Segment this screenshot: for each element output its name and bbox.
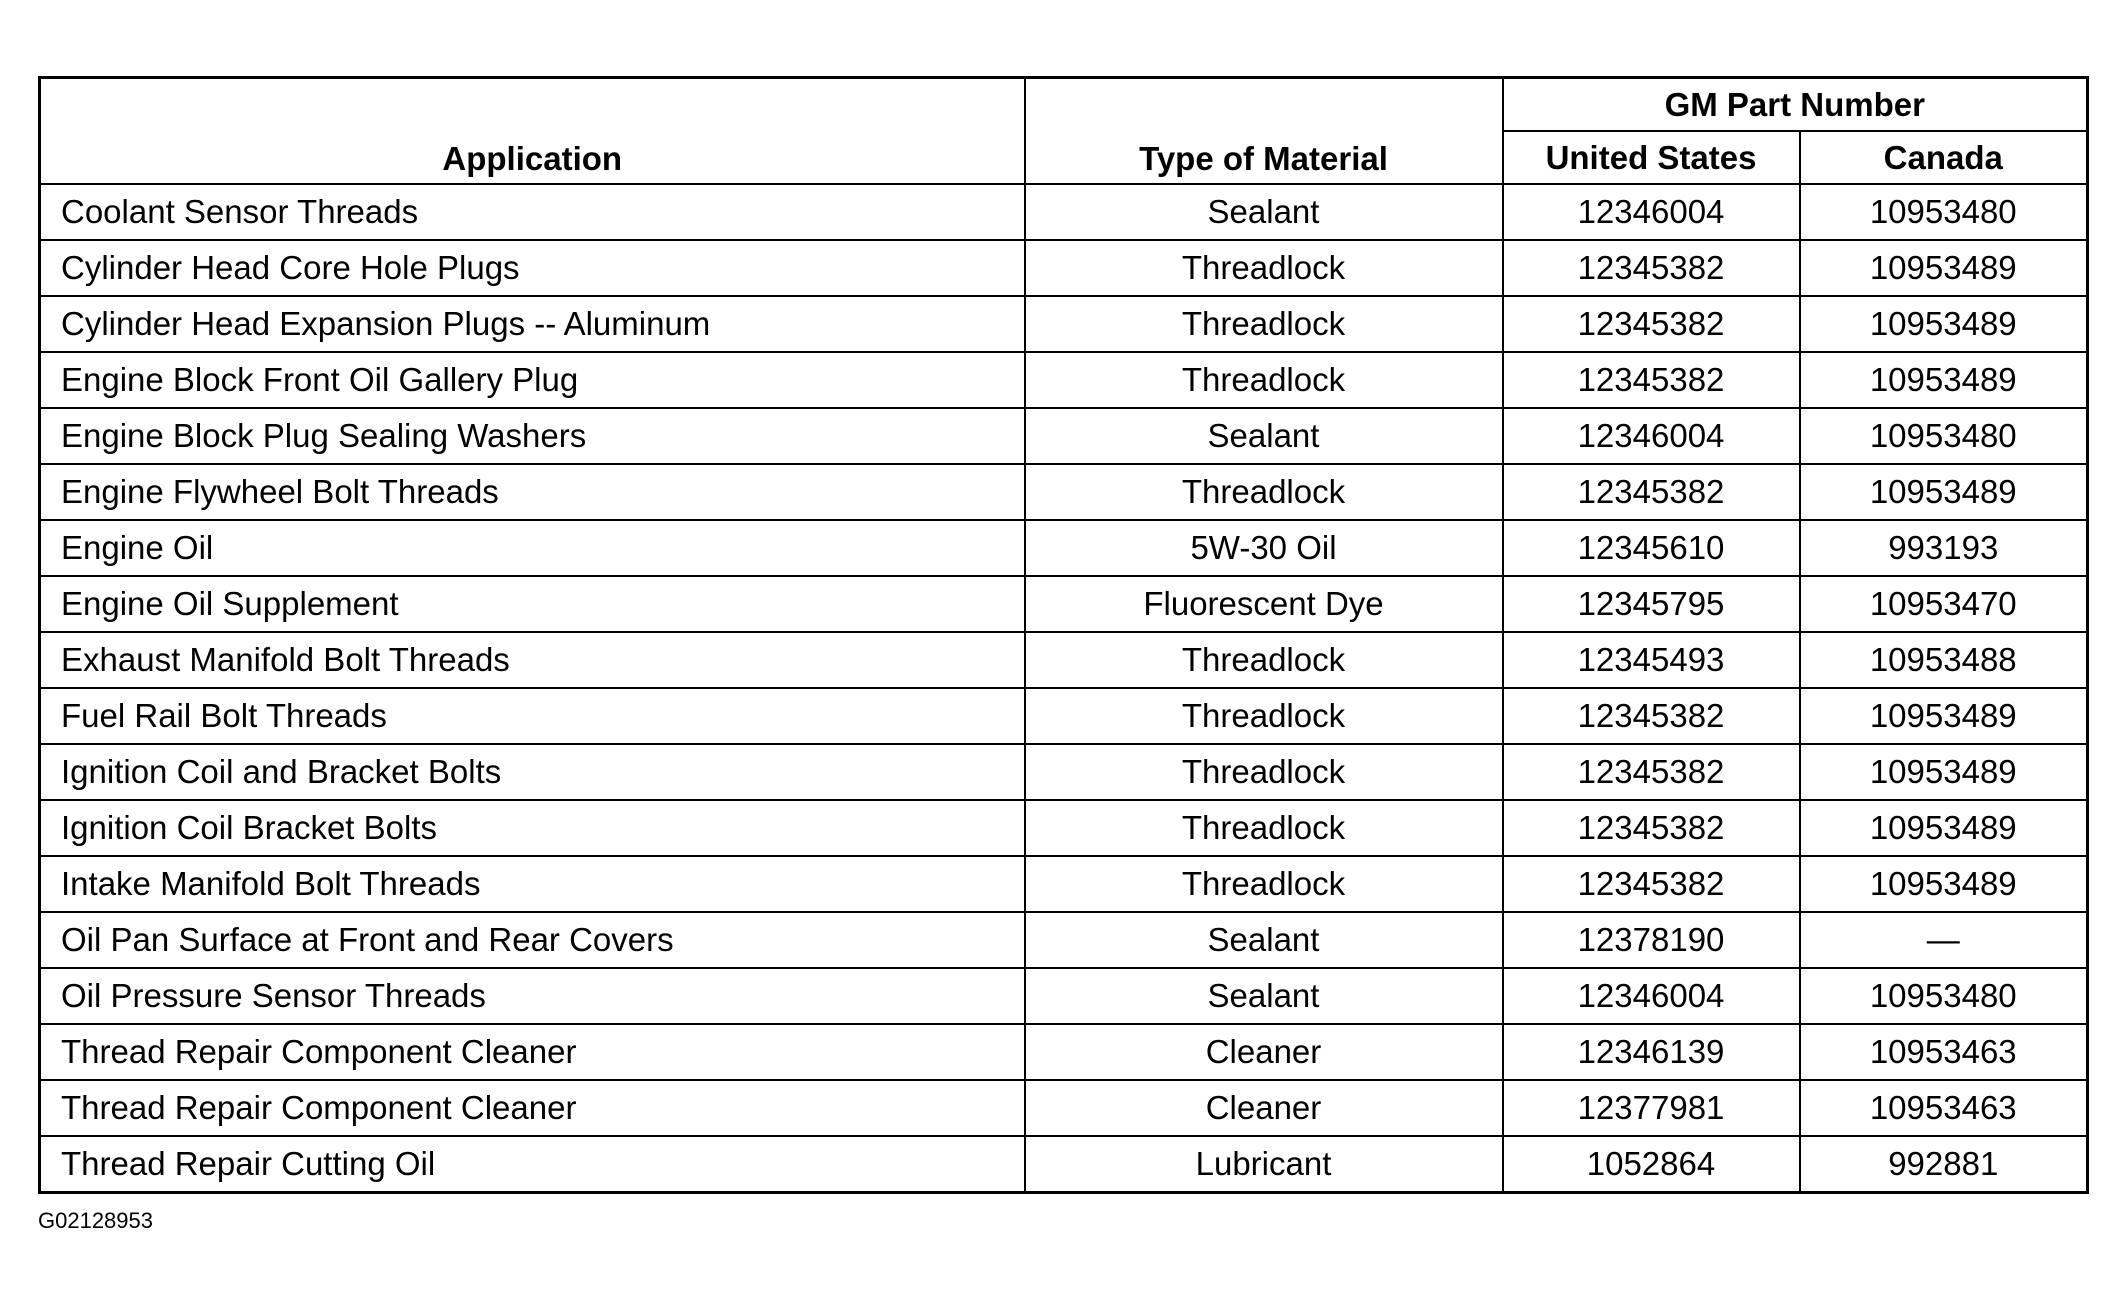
cell-us-part-number: 1052864 [1503, 1136, 1800, 1193]
table-row [40, 576, 2088, 632]
cell-application: Thread Repair Component Cleaner [40, 1024, 1025, 1080]
cell-us-part-number: 12378190 [1503, 912, 1800, 968]
parts-table-container [38, 76, 2086, 1194]
cell-application: Oil Pan Surface at Front and Rear Covers [40, 912, 1025, 968]
cell-canada-part-number: 10953480 [1800, 408, 2088, 464]
table-row [40, 296, 2088, 352]
cell-canada-part-number: 10953463 [1800, 1024, 2088, 1080]
cell-us-part-number: 12345382 [1503, 464, 1800, 520]
cell-material: Threadlock [1025, 688, 1503, 744]
table-row [40, 632, 2088, 688]
table-row [40, 464, 2088, 520]
cell-us-part-number: 12346004 [1503, 408, 1800, 464]
cell-application: Thread Repair Cutting Oil [40, 1136, 1025, 1193]
cell-material: Threadlock [1025, 296, 1503, 352]
cell-material: Threadlock [1025, 800, 1503, 856]
header-gm-part-number: GM Part Number [1503, 78, 2088, 131]
header-canada: Canada [1800, 131, 2088, 184]
header-application: Application [40, 78, 1025, 184]
cell-canada-part-number: 993193 [1800, 520, 2088, 576]
table-row [40, 520, 2088, 576]
cell-material: Threadlock [1025, 464, 1503, 520]
cell-material: Cleaner [1025, 1080, 1503, 1136]
table-row [40, 1080, 2088, 1136]
cell-material: Sealant [1025, 912, 1503, 968]
cell-application: Engine Flywheel Bolt Threads [40, 464, 1025, 520]
table-row [40, 352, 2088, 408]
cell-material: Threadlock [1025, 744, 1503, 800]
cell-us-part-number: 12345382 [1503, 296, 1800, 352]
cell-us-part-number: 12345382 [1503, 688, 1800, 744]
cell-canada-part-number: 10953480 [1800, 968, 2088, 1024]
cell-application: Exhaust Manifold Bolt Threads [40, 632, 1025, 688]
cell-application: Thread Repair Component Cleaner [40, 1080, 1025, 1136]
cell-application: Engine Block Plug Sealing Washers [40, 408, 1025, 464]
cell-application: Oil Pressure Sensor Threads [40, 968, 1025, 1024]
table-row [40, 1024, 2088, 1080]
cell-canada-part-number: 10953489 [1800, 800, 2088, 856]
sealant-parts-table [38, 76, 2089, 1194]
cell-canada-part-number: 10953470 [1800, 576, 2088, 632]
header-type-of-material: Type of Material [1025, 78, 1503, 184]
header-row-group [40, 78, 2088, 131]
cell-us-part-number: 12345610 [1503, 520, 1800, 576]
cell-us-part-number: 12345382 [1503, 744, 1800, 800]
cell-application: Engine Block Front Oil Gallery Plug [40, 352, 1025, 408]
cell-us-part-number: 12345382 [1503, 800, 1800, 856]
cell-canada-part-number: 10953489 [1800, 352, 2088, 408]
cell-material: 5W-30 Oil [1025, 520, 1503, 576]
cell-us-part-number: 12345382 [1503, 240, 1800, 296]
cell-us-part-number: 12346139 [1503, 1024, 1800, 1080]
cell-material: Threadlock [1025, 632, 1503, 688]
cell-us-part-number: 12345795 [1503, 576, 1800, 632]
table-row [40, 240, 2088, 296]
cell-us-part-number: 12345382 [1503, 352, 1800, 408]
cell-application: Cylinder Head Expansion Plugs -- Aluminum [40, 296, 1025, 352]
cell-canada-part-number: 10953463 [1800, 1080, 2088, 1136]
cell-application: Ignition Coil Bracket Bolts [40, 800, 1025, 856]
header-united-states: United States [1503, 131, 1800, 184]
figure-id: G02128953 [38, 1208, 153, 1233]
cell-us-part-number: 12345382 [1503, 856, 1800, 912]
cell-canada-part-number: 10953489 [1800, 688, 2088, 744]
cell-canada-part-number: 10953489 [1800, 296, 2088, 352]
cell-canada-part-number: 10953489 [1800, 856, 2088, 912]
cell-canada-part-number: 10953489 [1800, 744, 2088, 800]
cell-canada-part-number: 10953489 [1800, 240, 2088, 296]
cell-us-part-number: 12346004 [1503, 184, 1800, 240]
cell-canada-part-number: 10953489 [1800, 464, 2088, 520]
table-row [40, 912, 2088, 968]
cell-application: Ignition Coil and Bracket Bolts [40, 744, 1025, 800]
cell-canada-part-number: 10953488 [1800, 632, 2088, 688]
table-body [40, 184, 2088, 1193]
cell-canada-part-number: 10953480 [1800, 184, 2088, 240]
cell-application: Intake Manifold Bolt Threads [40, 856, 1025, 912]
table-header [40, 78, 2088, 184]
cell-material: Threadlock [1025, 240, 1503, 296]
cell-material: Threadlock [1025, 352, 1503, 408]
cell-material: Threadlock [1025, 856, 1503, 912]
cell-material: Sealant [1025, 408, 1503, 464]
table-row [40, 1136, 2088, 1193]
cell-application: Cylinder Head Core Hole Plugs [40, 240, 1025, 296]
table-row [40, 856, 2088, 912]
cell-application: Engine Oil Supplement [40, 576, 1025, 632]
cell-canada-part-number: — [1800, 912, 2088, 968]
cell-material: Sealant [1025, 184, 1503, 240]
cell-us-part-number: 12345493 [1503, 632, 1800, 688]
cell-us-part-number: 12377981 [1503, 1080, 1800, 1136]
cell-application: Fuel Rail Bolt Threads [40, 688, 1025, 744]
table-row [40, 968, 2088, 1024]
table-row [40, 408, 2088, 464]
table-row [40, 800, 2088, 856]
cell-application: Coolant Sensor Threads [40, 184, 1025, 240]
cell-canada-part-number: 992881 [1800, 1136, 2088, 1193]
cell-material: Sealant [1025, 968, 1503, 1024]
cell-material: Cleaner [1025, 1024, 1503, 1080]
cell-material: Fluorescent Dye [1025, 576, 1503, 632]
table-row [40, 184, 2088, 240]
cell-application: Engine Oil [40, 520, 1025, 576]
cell-us-part-number: 12346004 [1503, 968, 1800, 1024]
table-row [40, 744, 2088, 800]
table-row [40, 688, 2088, 744]
cell-material: Lubricant [1025, 1136, 1503, 1193]
